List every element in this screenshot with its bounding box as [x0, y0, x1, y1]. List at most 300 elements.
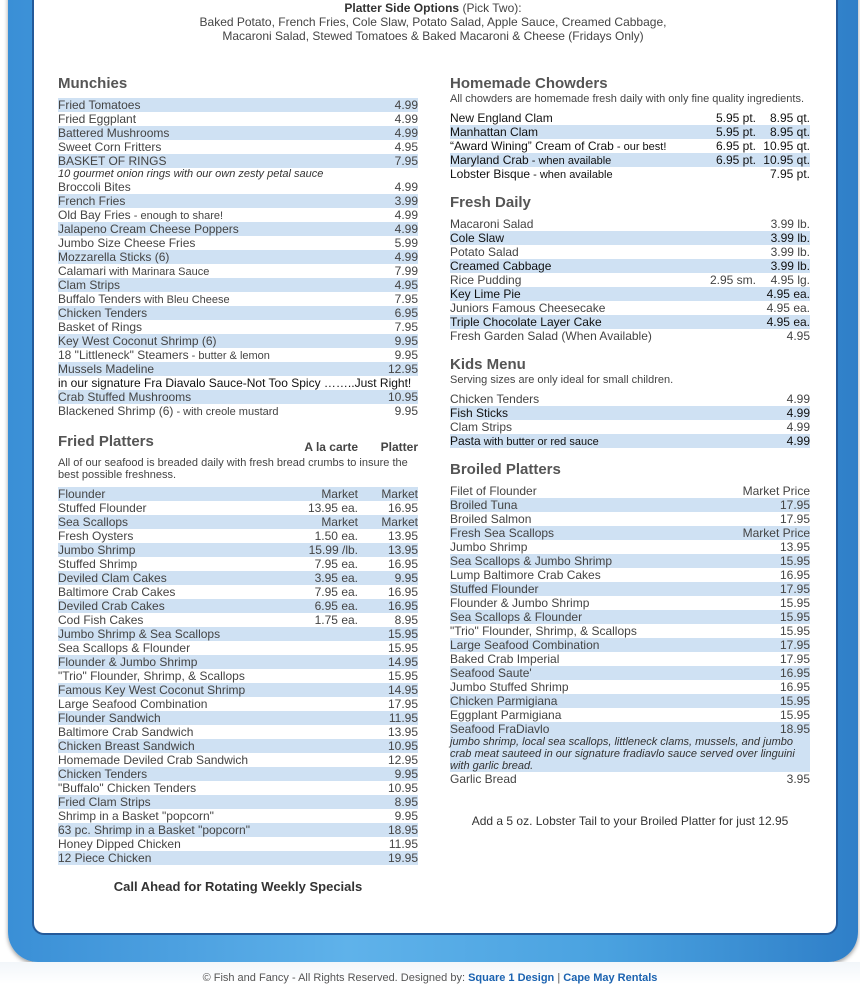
item-name: Famous Key West Coconut Shrimp: [58, 683, 246, 697]
item-price: 4.99: [786, 420, 810, 434]
item-platter: 9.95: [394, 767, 418, 781]
munchies-row: [58, 278, 418, 292]
item-price: 17.95: [779, 582, 810, 596]
item-alacarte: 3.95 ea.: [314, 571, 358, 585]
item-name: Chicken Tenders: [58, 767, 148, 781]
item-note: with butter or red sauce: [480, 436, 599, 448]
item-name: 12 Piece Chicken: [58, 851, 152, 865]
fried-row: [58, 487, 418, 501]
item-large: 4.95: [786, 329, 810, 343]
item-large: 3.99 lb.: [770, 231, 810, 245]
item-name: Lump Baltimore Crab Cakes: [450, 568, 601, 582]
item-price: 6.95: [394, 306, 418, 320]
item-name: [58, 390, 388, 404]
chowders-list: [450, 111, 810, 181]
item-label: in our signature Fra Diavalo Sauce-Not Too Spicy ……..Just Right!: [58, 376, 412, 390]
broiled-row: [450, 596, 810, 610]
item-label: French Fries: [58, 194, 126, 208]
item-alacarte: [278, 837, 358, 851]
side-options-title: Platter Side Options: [344, 1, 460, 15]
broiled-list: [450, 484, 810, 736]
item-platter: 16.95: [387, 585, 418, 599]
side-options-pick: (Pick Two):: [462, 1, 522, 15]
item-label: Maryland Crab: [450, 153, 529, 167]
item-small: [696, 217, 756, 231]
item-price: 12.95: [387, 362, 418, 376]
item-name: [450, 167, 696, 181]
fresh-row: [450, 273, 810, 287]
item-platter: 16.95: [387, 557, 418, 571]
item-name: [58, 404, 395, 418]
footer-link-square1[interactable]: Square 1 Design: [468, 972, 555, 984]
item-label: Mozzarella Sticks (6): [58, 250, 170, 264]
item-price: 17.95: [779, 638, 810, 652]
item-alacarte: Market: [321, 487, 358, 501]
item-platter: Market: [381, 487, 418, 501]
item-large: 4.95 ea.: [766, 287, 810, 301]
fresh-row: [450, 315, 810, 329]
fried-subtitle: All of our seafood is breaded daily with fresh bread crumbs to insure the best possible freshness.: [58, 457, 408, 481]
munchies-row: [58, 126, 418, 140]
item-name: Large Seafood Combination: [58, 697, 208, 711]
kids-subtitle: Serving sizes are only ideal for small children.: [450, 374, 674, 386]
item-price: 4.99: [394, 222, 418, 236]
item-note: - when available: [530, 169, 613, 181]
item-name: Jumbo Shrimp & Sea Scallops: [58, 627, 221, 641]
fried-row: [58, 571, 418, 585]
item-name: Baltimore Crab Cakes: [58, 585, 176, 599]
broiled-row: [450, 666, 810, 680]
item-alacarte: [278, 655, 358, 669]
item-name: Sea Scallops & Flounder: [450, 610, 583, 624]
item-name: [450, 392, 787, 406]
fried-row: [58, 627, 418, 641]
item-label: Clam Strips: [58, 278, 121, 292]
item-alacarte: 7.95 ea.: [314, 585, 358, 599]
item-alacarte: [278, 627, 358, 641]
item-price: Market Price: [742, 484, 810, 498]
broiled-row: [450, 624, 810, 638]
item-large: 4.95 ea.: [766, 301, 810, 315]
munchies-row: [58, 306, 418, 320]
item-name: [58, 278, 395, 292]
fried-list: [58, 487, 418, 865]
item-platter: 14.95: [387, 655, 418, 669]
munchies-row: [58, 236, 418, 250]
item-name: Sea Scallops & Flounder: [58, 641, 191, 655]
item-alacarte: [278, 711, 358, 725]
item-name: Large Seafood Combination: [450, 638, 600, 652]
item-note: with Bleu Cheese: [140, 294, 230, 306]
fried-title: Fried Platters: [58, 433, 154, 450]
garlic-bread-row: [450, 772, 810, 786]
item-alacarte: 1.75 ea.: [314, 613, 358, 627]
item-alacarte: [278, 823, 358, 837]
item-name: Macaroni Salad: [450, 217, 534, 231]
item-label: 18 "Littleneck" Steamers: [58, 348, 189, 362]
item-platter: 10.95: [387, 739, 418, 753]
item-price: 15.95: [779, 596, 810, 610]
fried-col-alacarte: A la carte: [304, 440, 358, 454]
munchies-row: [58, 222, 418, 236]
item-price: 4.95: [394, 140, 418, 154]
munchies-row: [58, 376, 418, 390]
item-alacarte: Market: [321, 515, 358, 529]
item-label: Basket of Rings: [58, 320, 143, 334]
fried-row: [58, 753, 418, 767]
fried-row: [58, 599, 418, 613]
item-alacarte: [278, 809, 358, 823]
munchies-row: [58, 390, 418, 404]
item-alacarte: [278, 725, 358, 739]
fresh-row: [450, 287, 810, 301]
side-options-line2: Macaroni Salad, Stewed Tomatoes & Baked Macaroni & Cheese (Fridays Only): [222, 29, 644, 43]
item-price: 4.99: [394, 250, 418, 264]
munchies-list: [58, 98, 418, 418]
item-name: Creamed Cabbage: [450, 259, 552, 273]
item-platter: 16.95: [387, 599, 418, 613]
item-pint: 6.95 pt.: [715, 139, 756, 153]
fried-row: [58, 809, 418, 823]
item-pint: 6.95 pt.: [715, 153, 756, 167]
item-platter: 11.95: [388, 711, 418, 725]
item-alacarte: 13.95 ea.: [307, 501, 358, 515]
item-platter: 9.95: [394, 571, 418, 585]
fresh-row: [450, 301, 810, 315]
fried-row: [58, 739, 418, 753]
item-name: [58, 376, 418, 390]
item-large: 3.99 lb.: [770, 217, 810, 231]
item-alacarte: 1.50 ea.: [314, 529, 358, 543]
item-price: 4.99: [394, 208, 418, 222]
kids-row: [450, 420, 810, 434]
item-price: 15.95: [779, 624, 810, 638]
side-options-line1: Baked Potato, French Fries, Cole Slaw, Potato Salad, Apple Sauce, Creamed Cabbage,: [199, 15, 667, 29]
fried-row: [58, 851, 418, 865]
item-label: Fried Tomatoes: [58, 98, 141, 112]
item-name: [450, 125, 696, 139]
broiled-row: [450, 484, 810, 498]
item-label: “Award Wining” Cream of Crab: [450, 139, 614, 153]
item-alacarte: [278, 767, 358, 781]
item-note: with Marinara Sauce: [106, 266, 210, 278]
item-price: 7.95: [394, 154, 418, 168]
item-alacarte: [278, 753, 358, 767]
item-large: 3.99 lb.: [770, 245, 810, 259]
item-quart: 7.95 pt.: [769, 167, 810, 181]
lobster-addon: Add a 5 oz. Lobster Tail to your Broiled Platter for just 12.95: [471, 814, 789, 828]
item-alacarte: [278, 851, 358, 865]
fried-row: [58, 725, 418, 739]
garlic-bread-price: 3.95: [786, 772, 810, 786]
fried-row: [58, 585, 418, 599]
item-name: Jumbo Stuffed Shrimp: [450, 680, 569, 694]
munchies-row: [58, 348, 418, 362]
chowders-title: Homemade Chowders: [450, 75, 608, 92]
item-name: Flounder & Jumbo Shrimp: [450, 596, 590, 610]
item-price: 15.95: [779, 610, 810, 624]
item-alacarte: [278, 641, 358, 655]
item-name: [58, 140, 395, 154]
munchies-row: [58, 154, 418, 168]
item-name: Eggplant Parmigiana: [450, 708, 562, 722]
item-platter: 13.95: [387, 725, 418, 739]
item-name: [58, 180, 395, 194]
item-quart: 10.95 qt.: [763, 153, 810, 167]
item-pint: [696, 167, 756, 181]
item-label: Lobster Bisque: [450, 167, 531, 181]
kids-row: [450, 434, 810, 448]
item-price: 9.95: [394, 404, 418, 418]
footer-copyright: © Fish and Fancy - All Rights Reserved. Designed by:: [202, 972, 466, 984]
item-name: "Buffalo" Chicken Tenders: [58, 781, 197, 795]
item-label: BASKET OF RINGS: [58, 154, 167, 168]
item-label: Jumbo Size Cheese Fries: [58, 236, 196, 250]
broiled-row: [450, 652, 810, 666]
item-name: Filet of Flounder: [450, 484, 537, 498]
broiled-row: [450, 708, 810, 722]
item-platter: 15.95: [387, 641, 418, 655]
item-name: Stuffed Flounder: [450, 582, 539, 596]
item-note: - when available: [528, 155, 612, 167]
item-name: Fried Clam Strips: [58, 795, 151, 809]
broiled-row: [450, 680, 810, 694]
fried-row: [58, 711, 418, 725]
item-label: Fish Sticks: [450, 406, 509, 420]
item-label: Calamari: [58, 264, 107, 278]
item-small: 2.95 sm.: [709, 273, 756, 287]
item-name: Baked Crab Imperial: [450, 652, 560, 666]
item-name: [58, 250, 395, 264]
kids-row: [450, 392, 810, 406]
item-name: Stuffed Shrimp: [58, 557, 138, 571]
item-price: 7.95: [394, 320, 418, 334]
item-price: 15.95: [779, 694, 810, 708]
garlic-bread-name: Garlic Bread: [450, 772, 517, 786]
item-price: 4.99: [786, 434, 810, 448]
footer-separator: |: [557, 972, 561, 984]
item-name: [58, 126, 395, 140]
item-label: Crab Stuffed Mushrooms: [58, 390, 192, 404]
item-name: "Trio" Flounder, Shrimp, & Scallops: [450, 624, 637, 638]
rings-note: 10 gourmet onion rings with our own zesty petal sauce: [58, 168, 324, 180]
footer-link-capemay[interactable]: Cape May Rentals: [563, 972, 658, 984]
item-name: Homemade Deviled Crab Sandwich: [58, 753, 249, 767]
item-alacarte: 6.95 ea.: [314, 599, 358, 613]
item-small: [696, 301, 756, 315]
item-price: 16.95: [779, 666, 810, 680]
item-name: [450, 406, 787, 420]
fradiavlo-note: jumbo shrimp, local sea scallops, littleneck clams, mussels, and jumbo crab meat sauteed in our signature fradiavlo sauce served over linguini with garlic bread.: [450, 736, 810, 772]
chowder-row: [450, 125, 810, 139]
left-column: [58, 72, 418, 894]
fresh-row: [450, 259, 810, 273]
item-label: New England Clam: [450, 111, 553, 125]
item-price: 13.95: [779, 540, 810, 554]
item-name: Seafood Saute': [450, 666, 532, 680]
item-price: 4.99: [394, 112, 418, 126]
munchies-row: [58, 208, 418, 222]
item-label: Battered Mushrooms: [58, 126, 170, 140]
item-name: [58, 236, 395, 250]
item-alacarte: 7.95 ea.: [314, 557, 358, 571]
item-name: Jumbo Shrimp: [58, 543, 136, 557]
munchies-row: [58, 264, 418, 278]
item-name: Stuffed Flounder: [58, 501, 147, 515]
item-price: 16.95: [779, 568, 810, 582]
fried-row: [58, 655, 418, 669]
munchies-row: [58, 292, 418, 306]
kids-row: [450, 406, 810, 420]
item-platter: 17.95: [387, 697, 418, 711]
item-name: Chicken Breast Sandwich: [58, 739, 195, 753]
item-name: Triple Chocolate Layer Cake: [450, 315, 602, 329]
item-price: 4.99: [394, 126, 418, 140]
item-platter: 13.95: [387, 529, 418, 543]
item-name: Honey Dipped Chicken: [58, 837, 181, 851]
item-label: Broccoli Bites: [58, 180, 131, 194]
item-label: Fried Eggplant: [58, 112, 137, 126]
item-name: [58, 320, 395, 334]
item-name: [58, 98, 395, 112]
item-name: Key Lime Pie: [450, 287, 521, 301]
item-alacarte: 15.99 /lb.: [308, 543, 358, 557]
kids-list: [450, 392, 810, 448]
item-platter: 14.95: [387, 683, 418, 697]
item-note: - butter & lemon: [188, 350, 270, 362]
item-name: Broiled Tuna: [450, 498, 518, 512]
broiled-row: [450, 526, 810, 540]
item-alacarte: [278, 683, 358, 697]
item-name: Seafood FraDiavlo: [450, 722, 550, 736]
munchies-row: [58, 320, 418, 334]
item-name: Flounder: [58, 487, 106, 501]
item-small: [696, 287, 756, 301]
item-price: 17.95: [779, 652, 810, 666]
broiled-row: [450, 638, 810, 652]
item-name: [58, 362, 388, 376]
item-label: Buffalo Tenders: [58, 292, 141, 306]
item-note: - enough to share!: [130, 210, 224, 222]
item-alacarte: [278, 795, 358, 809]
broiled-title: Broiled Platters: [450, 461, 561, 478]
item-note: - with creole mustard: [173, 406, 279, 418]
item-alacarte: [278, 697, 358, 711]
munchies-row: [58, 250, 418, 264]
item-price: 7.95: [394, 292, 418, 306]
broiled-row: [450, 512, 810, 526]
item-label: Clam Strips: [450, 420, 513, 434]
item-price: 17.95: [779, 512, 810, 526]
item-small: [696, 231, 756, 245]
item-price: 17.95: [779, 498, 810, 512]
item-alacarte: [278, 739, 358, 753]
item-small: [696, 259, 756, 273]
item-name: Cole Slaw: [450, 231, 505, 245]
item-name: [450, 434, 787, 448]
item-quart: 8.95 qt.: [769, 125, 810, 139]
item-name: [58, 194, 395, 208]
broiled-row: [450, 694, 810, 708]
item-platter: 18.95: [387, 823, 418, 837]
fried-row: [58, 613, 418, 627]
item-name: Rice Pudding: [450, 273, 522, 287]
item-label: Pasta: [450, 434, 481, 448]
item-price: 4.99: [786, 392, 810, 406]
munchies-row: [58, 362, 418, 376]
item-name: Flounder & Jumbo Shrimp: [58, 655, 198, 669]
fried-row: [58, 837, 418, 851]
item-name: Jumbo Shrimp: [450, 540, 528, 554]
item-label: Mussels Madeline: [58, 362, 155, 376]
item-platter: 10.95: [387, 781, 418, 795]
munchies-row: [58, 140, 418, 154]
fresh-row: [450, 217, 810, 231]
item-platter: 15.95: [387, 669, 418, 683]
item-price: 4.99: [786, 406, 810, 420]
chowder-row: [450, 139, 810, 153]
item-price: 9.95: [394, 334, 418, 348]
fried-row: [58, 557, 418, 571]
item-name: [58, 334, 395, 348]
item-name: Baltimore Crab Sandwich: [58, 725, 194, 739]
weekly-specials: Call Ahead for Rotating Weekly Specials: [113, 879, 363, 894]
broiled-row: [450, 554, 810, 568]
item-small: [696, 329, 756, 343]
item-name: [450, 139, 696, 153]
item-name: Cod Fish Cakes: [58, 613, 144, 627]
item-name: [58, 264, 395, 278]
item-note: - our best!: [613, 141, 667, 153]
item-name: "Trio" Flounder, Shrimp, & Scallops: [58, 669, 245, 683]
item-price: 3.99: [394, 194, 418, 208]
fried-row: [58, 767, 418, 781]
item-price: 15.95: [779, 554, 810, 568]
fried-col-platter: Platter: [380, 440, 418, 454]
kids-title: Kids Menu: [450, 356, 526, 373]
fried-row: [58, 543, 418, 557]
item-large: 3.99 lb.: [770, 259, 810, 273]
broiled-row: [450, 722, 810, 736]
right-column: [450, 72, 810, 828]
item-price: 5.99: [394, 236, 418, 250]
item-label: Blackened Shrimp (6): [58, 404, 174, 418]
item-platter: 16.95: [387, 501, 418, 515]
munchies-row: [58, 98, 418, 112]
item-platter: 19.95: [387, 851, 418, 865]
item-price: 7.99: [394, 264, 418, 278]
item-name: [58, 222, 395, 236]
item-name: [58, 208, 395, 222]
item-name: [58, 348, 395, 362]
item-platter: 15.95: [387, 627, 418, 641]
broiled-row: [450, 540, 810, 554]
item-price: 9.95: [394, 348, 418, 362]
item-label: Manhattan Clam: [450, 125, 539, 139]
item-large: 4.95 lg.: [770, 273, 810, 287]
item-alacarte: [278, 781, 358, 795]
fresh-row: [450, 329, 810, 343]
fried-row: [58, 683, 418, 697]
fried-row: [58, 641, 418, 655]
item-platter: 13.95: [387, 543, 418, 557]
item-label: Old Bay Fries: [58, 208, 131, 222]
broiled-row: [450, 568, 810, 582]
fried-row: [58, 781, 418, 795]
fried-header: [58, 432, 418, 454]
item-name: Potato Salad: [450, 245, 519, 259]
chowder-row: [450, 111, 810, 125]
